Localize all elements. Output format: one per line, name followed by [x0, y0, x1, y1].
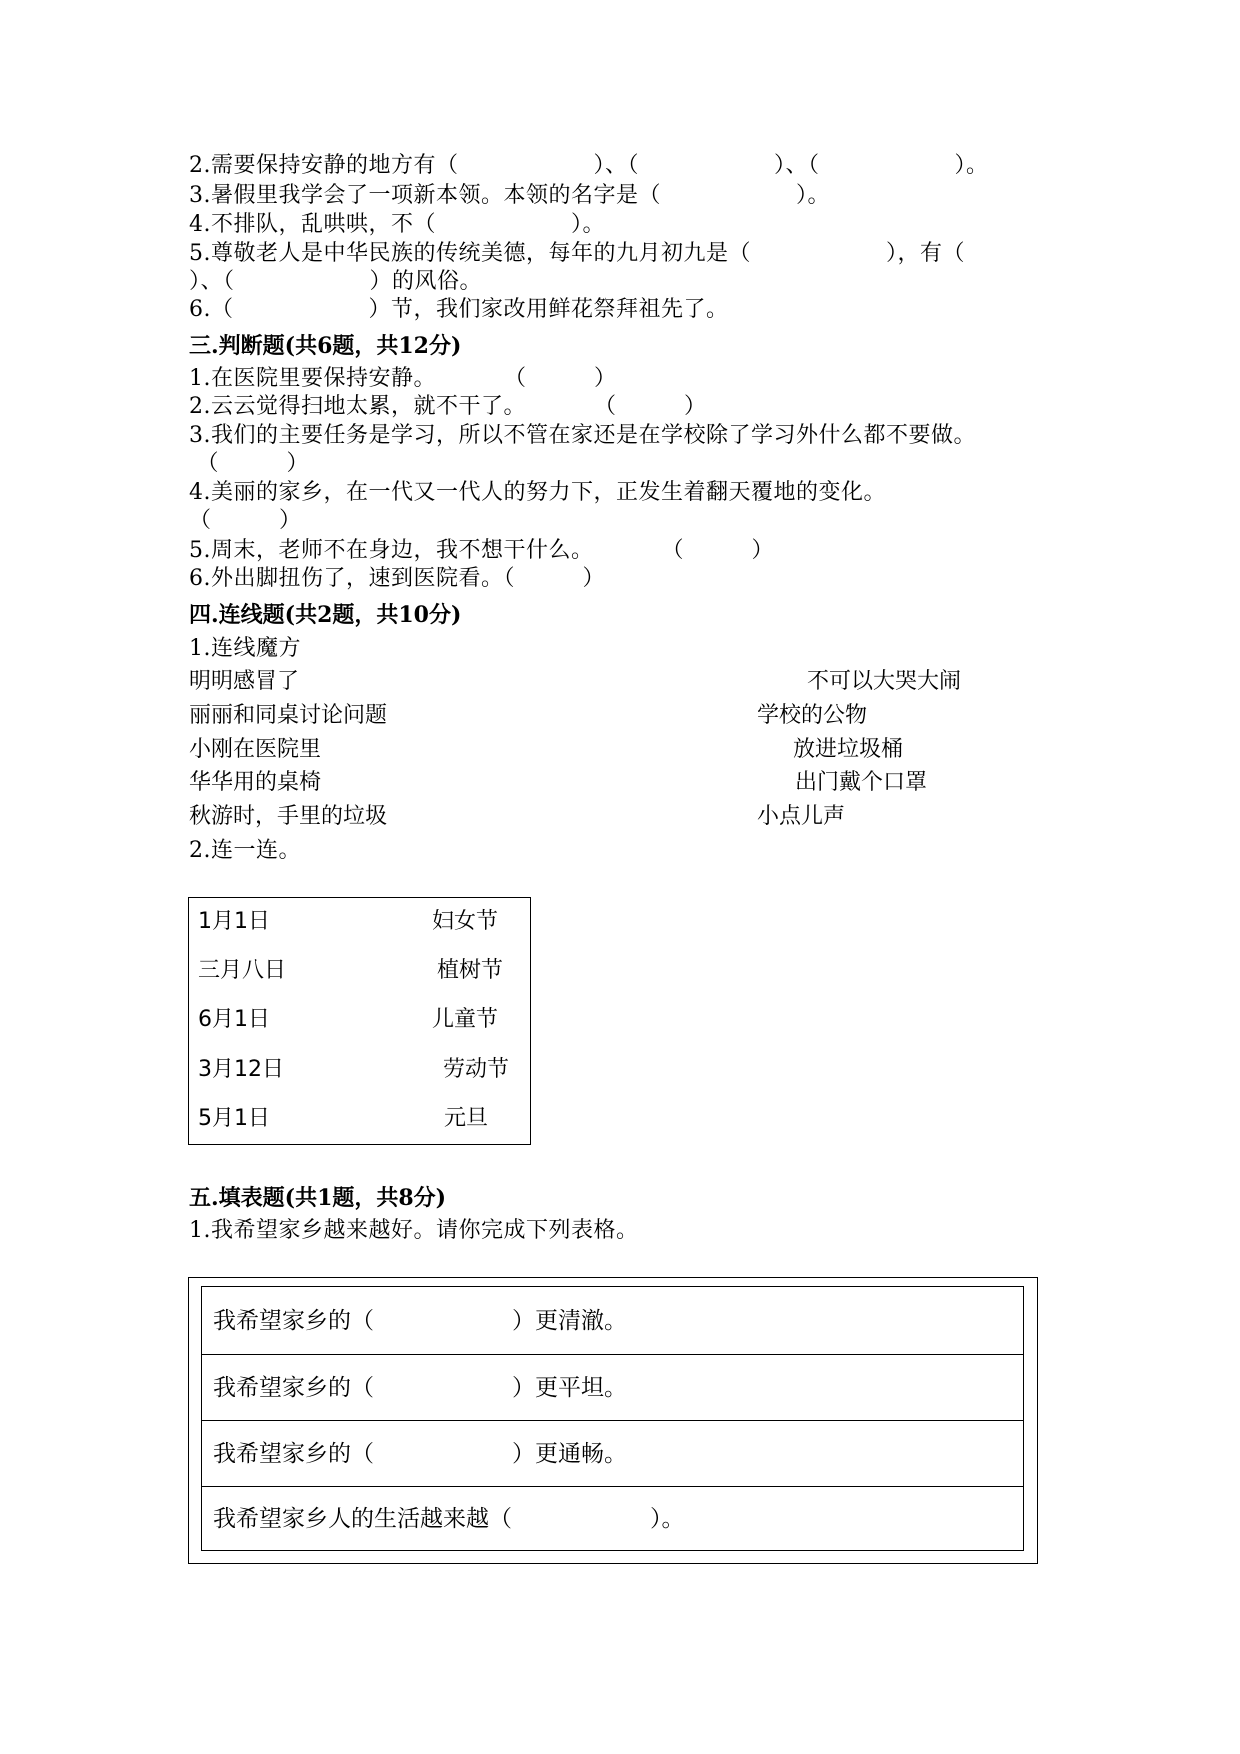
fill-blank-item-6: 6.（ ）节，我们家改用鲜花祭拜祖先了。 [189, 297, 729, 322]
match-right-item: 放进垃圾桶 [793, 737, 904, 762]
festival-row [189, 1104, 530, 1134]
match-left-item: 小刚在医院里 [189, 737, 322, 762]
match-question-2-title: 2.连一连。 [189, 838, 301, 863]
festival-label: 植树节 [437, 958, 504, 983]
festival-label: 劳动节 [443, 1057, 510, 1082]
match-right-item: 小点儿声 [757, 804, 846, 829]
fill-blank-item-2: 2.需要保持安静的地方有（ ）、（ ）、（ ）。 [189, 153, 989, 178]
judge-item-5: 5.周末，老师不在身边，我不想干什么。 （ ） [189, 538, 774, 563]
match-left-item: 明明感冒了 [189, 669, 300, 694]
match-right-item: 学校的公物 [757, 703, 868, 728]
fill-blank-item-5: 5.尊敬老人是中华民族的传统美德，每年的九月初九是（ ），有（ [189, 241, 965, 266]
judge-item-1: 1.在医院里要保持安静。 （ ） [189, 366, 617, 391]
match-question-1-title: 1.连线魔方 [189, 636, 301, 661]
festival-row [189, 1055, 530, 1085]
festival-matching-box [188, 897, 531, 1145]
section-5-heading: 五.填表题(共1题，共8分) [189, 1185, 447, 1211]
fill-blank-item-4: 4.不排队，乱哄哄，不（ ）。 [189, 212, 605, 237]
match-right-item: 不可以大哭大闹 [807, 669, 962, 694]
festival-label: 儿童节 [432, 1007, 499, 1032]
judge-item-6: 6.外出脚扭伤了，速到医院看。（ ） [189, 566, 605, 591]
table-row: 我希望家乡的（ ）更平坦。 [202, 1354, 1023, 1420]
match-right-item: 出门戴个口罩 [795, 770, 928, 795]
match-left-item: 华华用的桌椅 [189, 770, 322, 795]
date-label: 3月12日 [198, 1057, 284, 1082]
match-left-item: 丽丽和同桌讨论问题 [189, 703, 388, 728]
festival-row [189, 1005, 530, 1035]
date-label: 1月1日 [198, 909, 270, 934]
answer-table-frame [188, 1277, 1038, 1564]
table-row: 我希望家乡人的生活越来越（ ）。 [202, 1486, 1023, 1549]
section-4-heading: 四.连线题(共2题，共10分) [189, 602, 462, 628]
judge-item-4: 4.美丽的家乡，在一代又一代人的努力下，正发生着翻天覆地的变化。 [189, 480, 886, 505]
section-3-heading: 三.判断题(共6题，共12分) [189, 333, 462, 359]
festival-row [189, 907, 530, 937]
date-label: 5月1日 [198, 1106, 270, 1131]
table-row: 我希望家乡的（ ）更清澈。 [213, 1308, 627, 1334]
judge-item-2: 2.云云觉得扫地太累，就不干了。 （ ） [189, 394, 707, 419]
judge-item-3-bracket: （ ） [189, 451, 309, 476]
fill-blank-item-5-cont: ）、（ ）的风俗。 [189, 269, 483, 294]
match-left-item: 秋游时，手里的垃圾 [189, 804, 388, 829]
fill-blank-item-3: 3.暑假里我学会了一项新本领。本领的名字是（ ）。 [189, 183, 830, 208]
answer-table [201, 1286, 1024, 1551]
festival-label: 元旦 [444, 1106, 489, 1131]
festival-row [189, 956, 530, 986]
date-label: 三月八日 [198, 958, 287, 983]
festival-label: 妇女节 [432, 909, 499, 934]
table-question-title: 1.我希望家乡越来越好。请你完成下列表格。 [189, 1218, 639, 1243]
judge-item-4-bracket: （ ） [189, 508, 302, 533]
table-row: 我希望家乡的（ ）更通畅。 [202, 1420, 1023, 1486]
judge-item-3: 3.我们的主要任务是学习，所以不管在家还是在学校除了学习外什么都不要做。 [189, 423, 976, 448]
date-label: 6月1日 [198, 1007, 270, 1032]
